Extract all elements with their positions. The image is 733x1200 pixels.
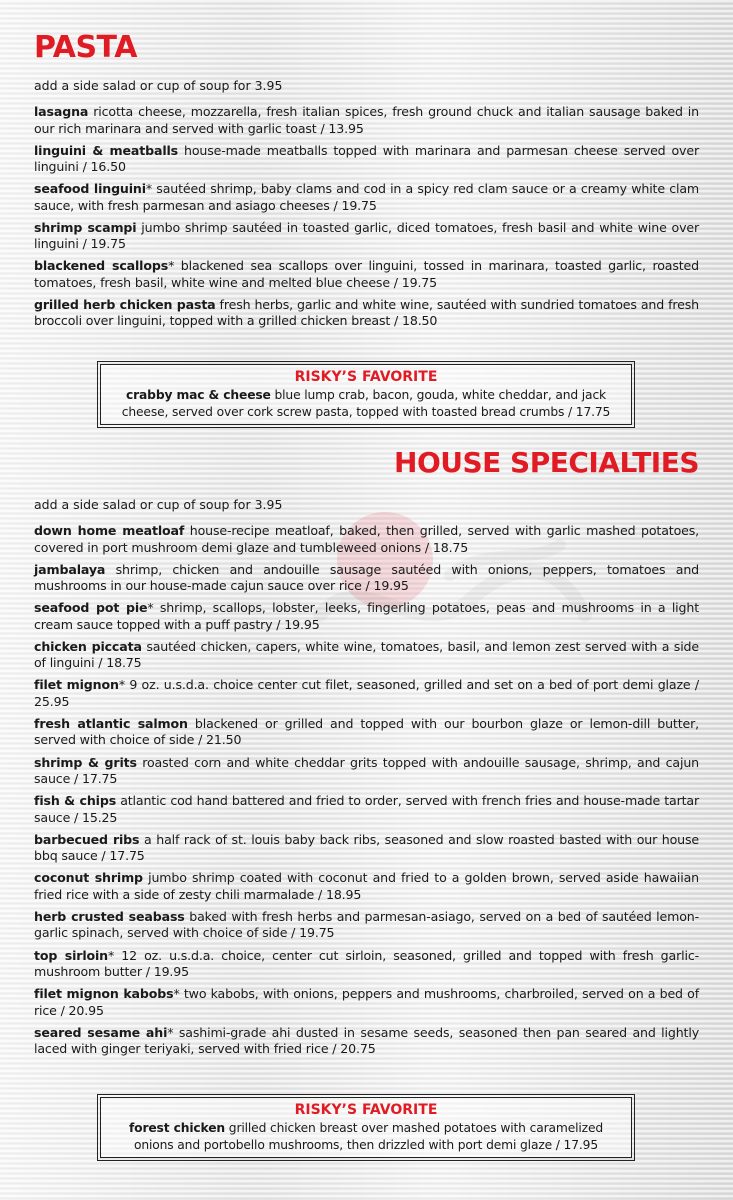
menu-item-coconut-shrimp (34, 870, 699, 903)
favorite-title: RISKY’S FAVORITE (294, 369, 438, 385)
favorite-item-description: blue lump crab, bacon, gouda, white cheddar, and jack cheese, served over cork screw pasta, topped with toasted bread crumbs / 17.75 (121, 388, 611, 419)
item-name: filet mignon kabobs (34, 986, 174, 1002)
item-name: filet mignon (34, 677, 119, 693)
menu-item-shrimp-scampi (34, 220, 699, 253)
item-description: house-made meatballs topped with marinara and parmesan cheese served over linguini / 16.50 (34, 142, 699, 175)
pasta-favorite-box (100, 364, 632, 425)
item-description: atlantic cod hand battered and fried to order, served with french fries and house-made tartar sauce / 15.25 (34, 793, 699, 825)
menu-item-blackened-scallops (34, 258, 699, 291)
item-description: * 9 oz. u.s.d.a. choice center cut filet, seasoned, grilled and set on a bed of port demi glaze / 25.95 (34, 677, 699, 709)
favorite-item (109, 1120, 623, 1153)
item-name: chicken piccata (34, 638, 142, 654)
item-name: jambalaya (34, 561, 106, 577)
item-description: jumbo shrimp sautéed in toasted garlic, diced tomatoes, fresh basil and white wine over linguini / 19.75 (34, 219, 699, 252)
item-description: baked with fresh herbs and parmesan-asiago, served on a bed of sautéed lemon-garlic spinach, served with choice of side / 19.75 (34, 908, 699, 941)
favorite-title: RISKY’S FAVORITE (294, 1102, 438, 1118)
menu-item-fish-chips (34, 793, 699, 826)
menu-item-chicken-piccata (34, 639, 699, 672)
item-description: * sautéed shrimp, baby clams and cod in a spicy red clam sauce or a creamy white clam sauce, with fresh parmesan and asiago cheeses / 19.75 (34, 181, 699, 213)
item-description: fresh herbs, garlic and white wine, sautéed with sundried tomatoes and fresh broccoli over linguini, topped with a grilled chicken breast / 18.50 (34, 296, 699, 329)
house-item-list (34, 523, 699, 1063)
pasta-item-list (34, 104, 699, 336)
item-name: linguini & meatballs (34, 142, 179, 158)
menu-item-herb-crusted-seabass (34, 909, 699, 942)
favorite-item-description: grilled chicken breast over mashed potatoes with caramelized onions and portobello mushrooms, then drizzled with port demi glaze / 17.95 (133, 1121, 604, 1152)
menu-item-linguini-meatballs (34, 143, 699, 176)
item-name: lasagna (34, 104, 89, 119)
favorite-item-name: forest chicken (128, 1121, 226, 1135)
menu-item-fresh-atlantic-salmon (34, 716, 699, 749)
favorite-item-name: crabby mac & cheese (125, 388, 271, 402)
item-name: fresh atlantic salmon (34, 715, 188, 731)
item-name: herb crusted seabass (34, 908, 185, 924)
house-specialties-section-title: HOUSE SPECIALTIES (394, 446, 699, 479)
item-name: barbecued ribs (34, 831, 140, 847)
item-name: fish & chips (34, 793, 117, 809)
item-description: * 12 oz. u.s.d.a. choice, center cut sirloin, seasoned, grilled and topped with fresh garlic-mushroom butter / 19.95 (34, 947, 699, 980)
item-description: blackened or grilled and topped with our bourbon glaze or lemon-dill butter, served with choice of side / 21.50 (34, 715, 699, 748)
menu-item-lasagna (34, 104, 699, 137)
menu-item-jambalaya (34, 562, 699, 595)
menu-item-seafood-pot-pie (34, 600, 699, 633)
item-name: coconut shrimp (34, 870, 143, 886)
item-name: seafood pot pie (34, 600, 148, 616)
menu-item-top-sirloin (34, 948, 699, 981)
item-name: shrimp & grits (34, 754, 137, 770)
item-name: seared sesame ahi (34, 1024, 168, 1040)
house-favorite-box (100, 1097, 632, 1158)
item-description: * blackened sea scallops over linguini, tossed in marinara, toasted garlic, roasted tomatoes, fresh basil, white wine and melted blue cheese / 19.75 (34, 258, 699, 290)
item-description: * sashimi-grade ahi dusted in sesame seeds, seasoned then pan seared and lightly laced with ginger teriyaki, served with fried rice / 20.75 (34, 1024, 699, 1057)
item-description: house-recipe meatloaf, baked, then grilled, served with garlic mashed potatoes, covered in port mushroom demi glaze and tumbleweed onions / 18.75 (34, 523, 699, 555)
menu-item-seafood-linguini (34, 181, 699, 214)
menu-item-grilled-herb-chicken-pasta (34, 297, 699, 330)
pasta-section-title: PASTA (34, 30, 137, 65)
menu-item-shrimp-grits (34, 755, 699, 788)
item-description: jumbo shrimp coated with coconut and fried to a golden brown, served aside hawaiian fried rice with a side of zesty chili marmalade / 18.95 (34, 870, 699, 902)
item-name: seafood linguini (34, 181, 146, 197)
menu-item-filet-mignon (34, 677, 699, 710)
menu-item-barbecued-ribs (34, 832, 699, 865)
menu-item-filet-mignon-kabobs (34, 986, 699, 1019)
item-name: down home meatloaf (34, 523, 185, 538)
item-name: blackened scallops (34, 258, 169, 274)
item-name: shrimp scampi (34, 219, 137, 235)
item-description: roasted corn and white cheddar grits topped with andouille sausage, shrimp, and cajun sauce / 17.75 (34, 754, 699, 787)
item-description: sautéed chicken, capers, white wine, tomatoes, basil, and lemon zest served with a side of linguini / 18.75 (34, 638, 699, 671)
house-side-note: add a side salad or cup of soup for 3.95 (34, 497, 283, 512)
item-name: top sirloin (34, 947, 108, 963)
item-description: * shrimp, scallops, lobster, leeks, fingerling potatoes, peas and mushrooms in a light cream sauce topped with a puff pastry / 19.95 (34, 600, 699, 632)
item-description: ricotta cheese, mozzarella, fresh italian spices, fresh ground chuck and italian sausage baked in our rich marinara and served with garlic toast / 13.95 (34, 104, 699, 136)
item-name: grilled herb chicken pasta (34, 296, 216, 312)
item-description: * two kabobs, with onions, peppers and mushrooms, charbroiled, served on a bed of rice / 20.95 (34, 986, 699, 1018)
menu-item-seared-sesame-ahi (34, 1025, 699, 1058)
favorite-item (109, 387, 623, 420)
item-description: a half rack of st. louis baby back ribs, seasoned and slow roasted basted with our house bbq sauce / 17.75 (34, 831, 700, 864)
menu-item-down-home-meatloaf (34, 523, 699, 556)
item-description: shrimp, chicken and andouille sausage sautéed with onions, peppers, tomatoes and mushrooms in our house-made cajun sauce over rice / 19.95 (34, 561, 699, 594)
pasta-side-note: add a side salad or cup of soup for 3.95 (34, 78, 283, 93)
